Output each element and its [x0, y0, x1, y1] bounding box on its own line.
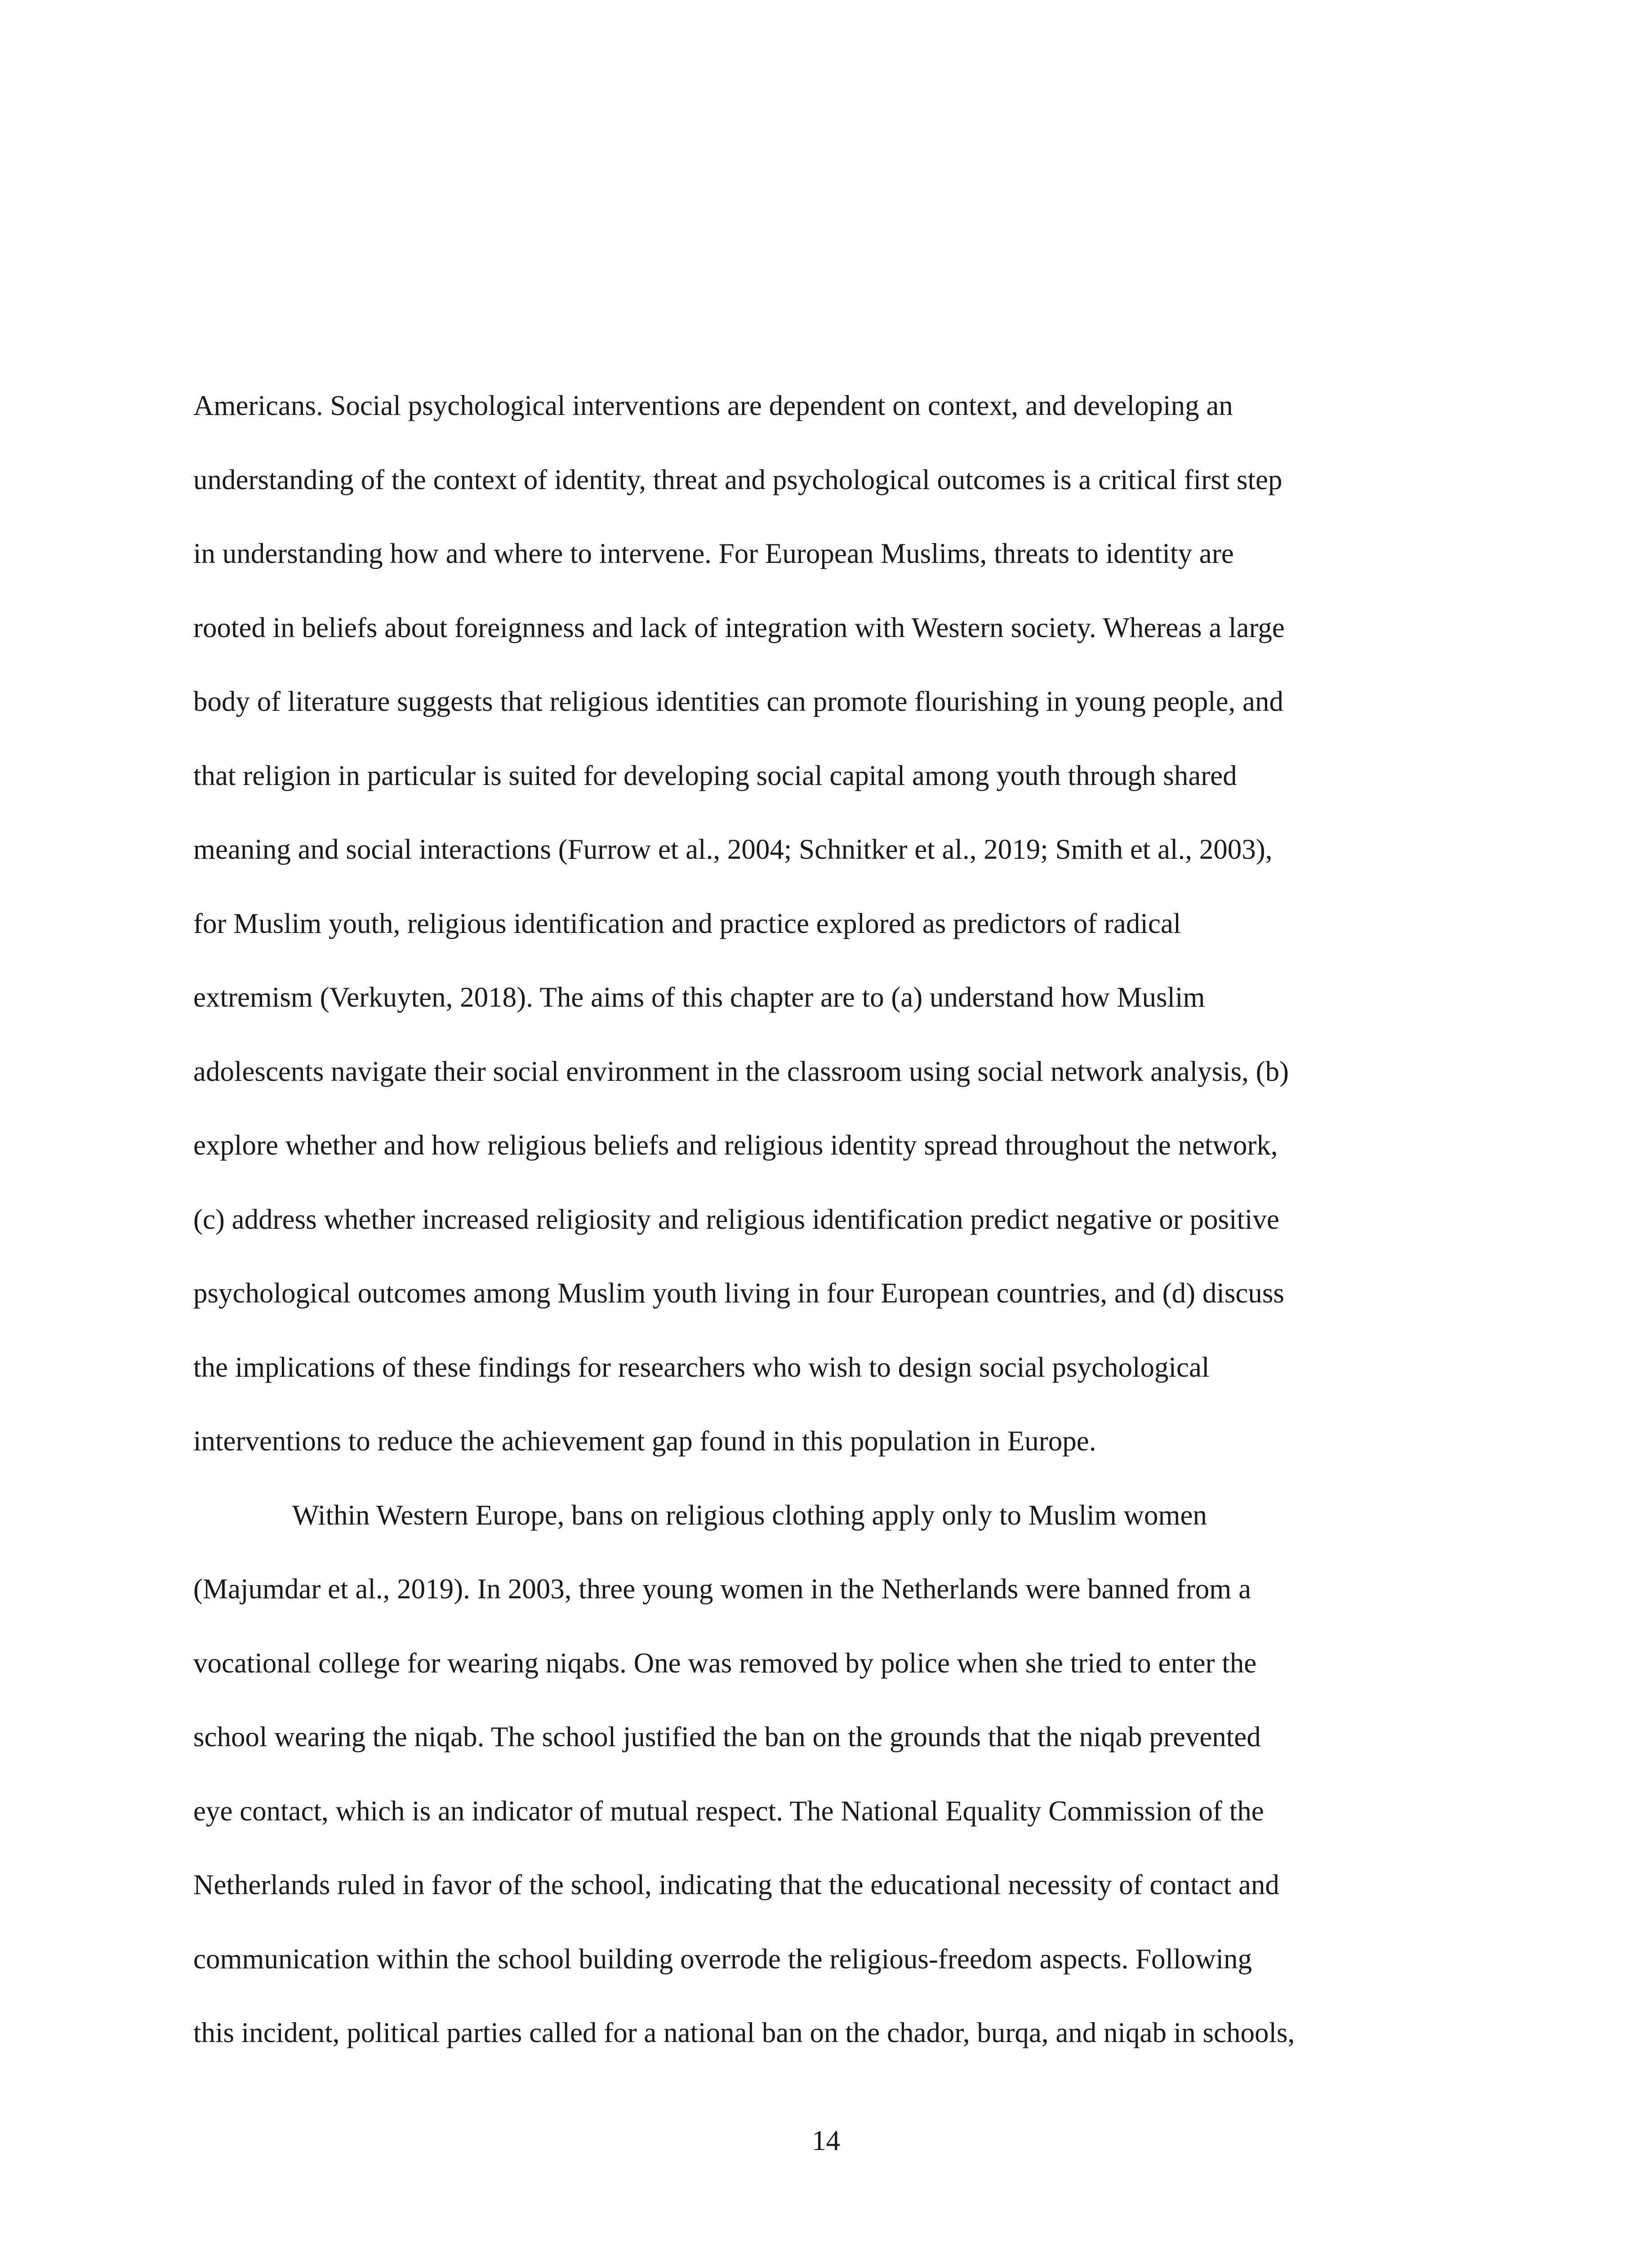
- paragraph-1-line-4: rooted in beliefs about foreignness and lack of integration with Western society. Whereas a large: [193, 611, 1285, 643]
- paragraph-2-line-3: vocational college for wearing niqabs. One was removed by police when she tried to enter the: [193, 1647, 1257, 1679]
- paragraph-1-line-3: in understanding how and where to intervene. For European Muslims, threats to identity are: [193, 538, 1234, 569]
- paragraph-1-line-12: (c) address whether increased religiosity and religious identification predict negative or positive: [193, 1203, 1279, 1235]
- paragraph-1-line-6: that religion in particular is suited for developing social capital among youth through shared: [193, 759, 1237, 791]
- body-text: [193, 369, 1461, 2070]
- page-number: 14: [812, 2125, 840, 2156]
- paragraph-1-line-1: Americans. Social psychological interventions are dependent on context, and developing an: [193, 390, 1233, 421]
- paragraph-2-line-1: Within Western Europe, bans on religious clothing apply only to Muslim women: [292, 1499, 1207, 1531]
- paragraph-2-line-7: communication within the school building overrode the religious-freedom aspects. Following: [193, 1943, 1252, 1975]
- paragraph-2-line-8: this incident, political parties called for a national ban on the chador, burqa, and niqab in schools,: [193, 2017, 1295, 2048]
- paragraph-1-line-14: the implications of these findings for researchers who wish to design social psychological: [193, 1351, 1210, 1383]
- paragraph-1-line-13: psychological outcomes among Muslim youth living in four European countries, and (d) discuss: [193, 1277, 1284, 1309]
- paragraph-1-line-2: understanding of the context of identity, threat and psychological outcomes is a critical first step: [193, 464, 1282, 495]
- paragraph-1-line-7: meaning and social interactions (Furrow et al., 2004; Schnitker et al., 2019; Smith et al., 2003),: [193, 834, 1273, 865]
- paragraph-2-line-5: eye contact, which is an indicator of mutual respect. The National Equality Commission of the: [193, 1795, 1264, 1827]
- paragraph-1-line-11: explore whether and how religious beliefs and religious identity spread throughout the network,: [193, 1129, 1278, 1161]
- paragraph-1-line-10: adolescents navigate their social environment in the classroom using social network analysis, (b): [193, 1055, 1289, 1087]
- paragraph-1-line-15: interventions to reduce the achievement gap found in this population in Europe.: [193, 1425, 1096, 1457]
- paragraph-1-line-8: for Muslim youth, religious identification and practice explored as predictors of radical: [193, 907, 1181, 939]
- paragraph-2-line-2: (Majumdar et al., 2019). In 2003, three young women in the Netherlands were banned from a: [193, 1573, 1251, 1605]
- paragraph-1-line-9: extremism (Verkuyten, 2018). The aims of this chapter are to (a) understand how Muslim: [193, 981, 1205, 1013]
- paragraph-2-line-4: school wearing the niqab. The school justified the ban on the grounds that the niqab prevented: [193, 1721, 1261, 1753]
- paragraph-2-line-6: Netherlands ruled in favor of the school, indicating that the educational necessity of contact and: [193, 1869, 1279, 1900]
- paragraph-1-line-5: body of literature suggests that religious identities can promote flourishing in young people, and: [193, 686, 1284, 717]
